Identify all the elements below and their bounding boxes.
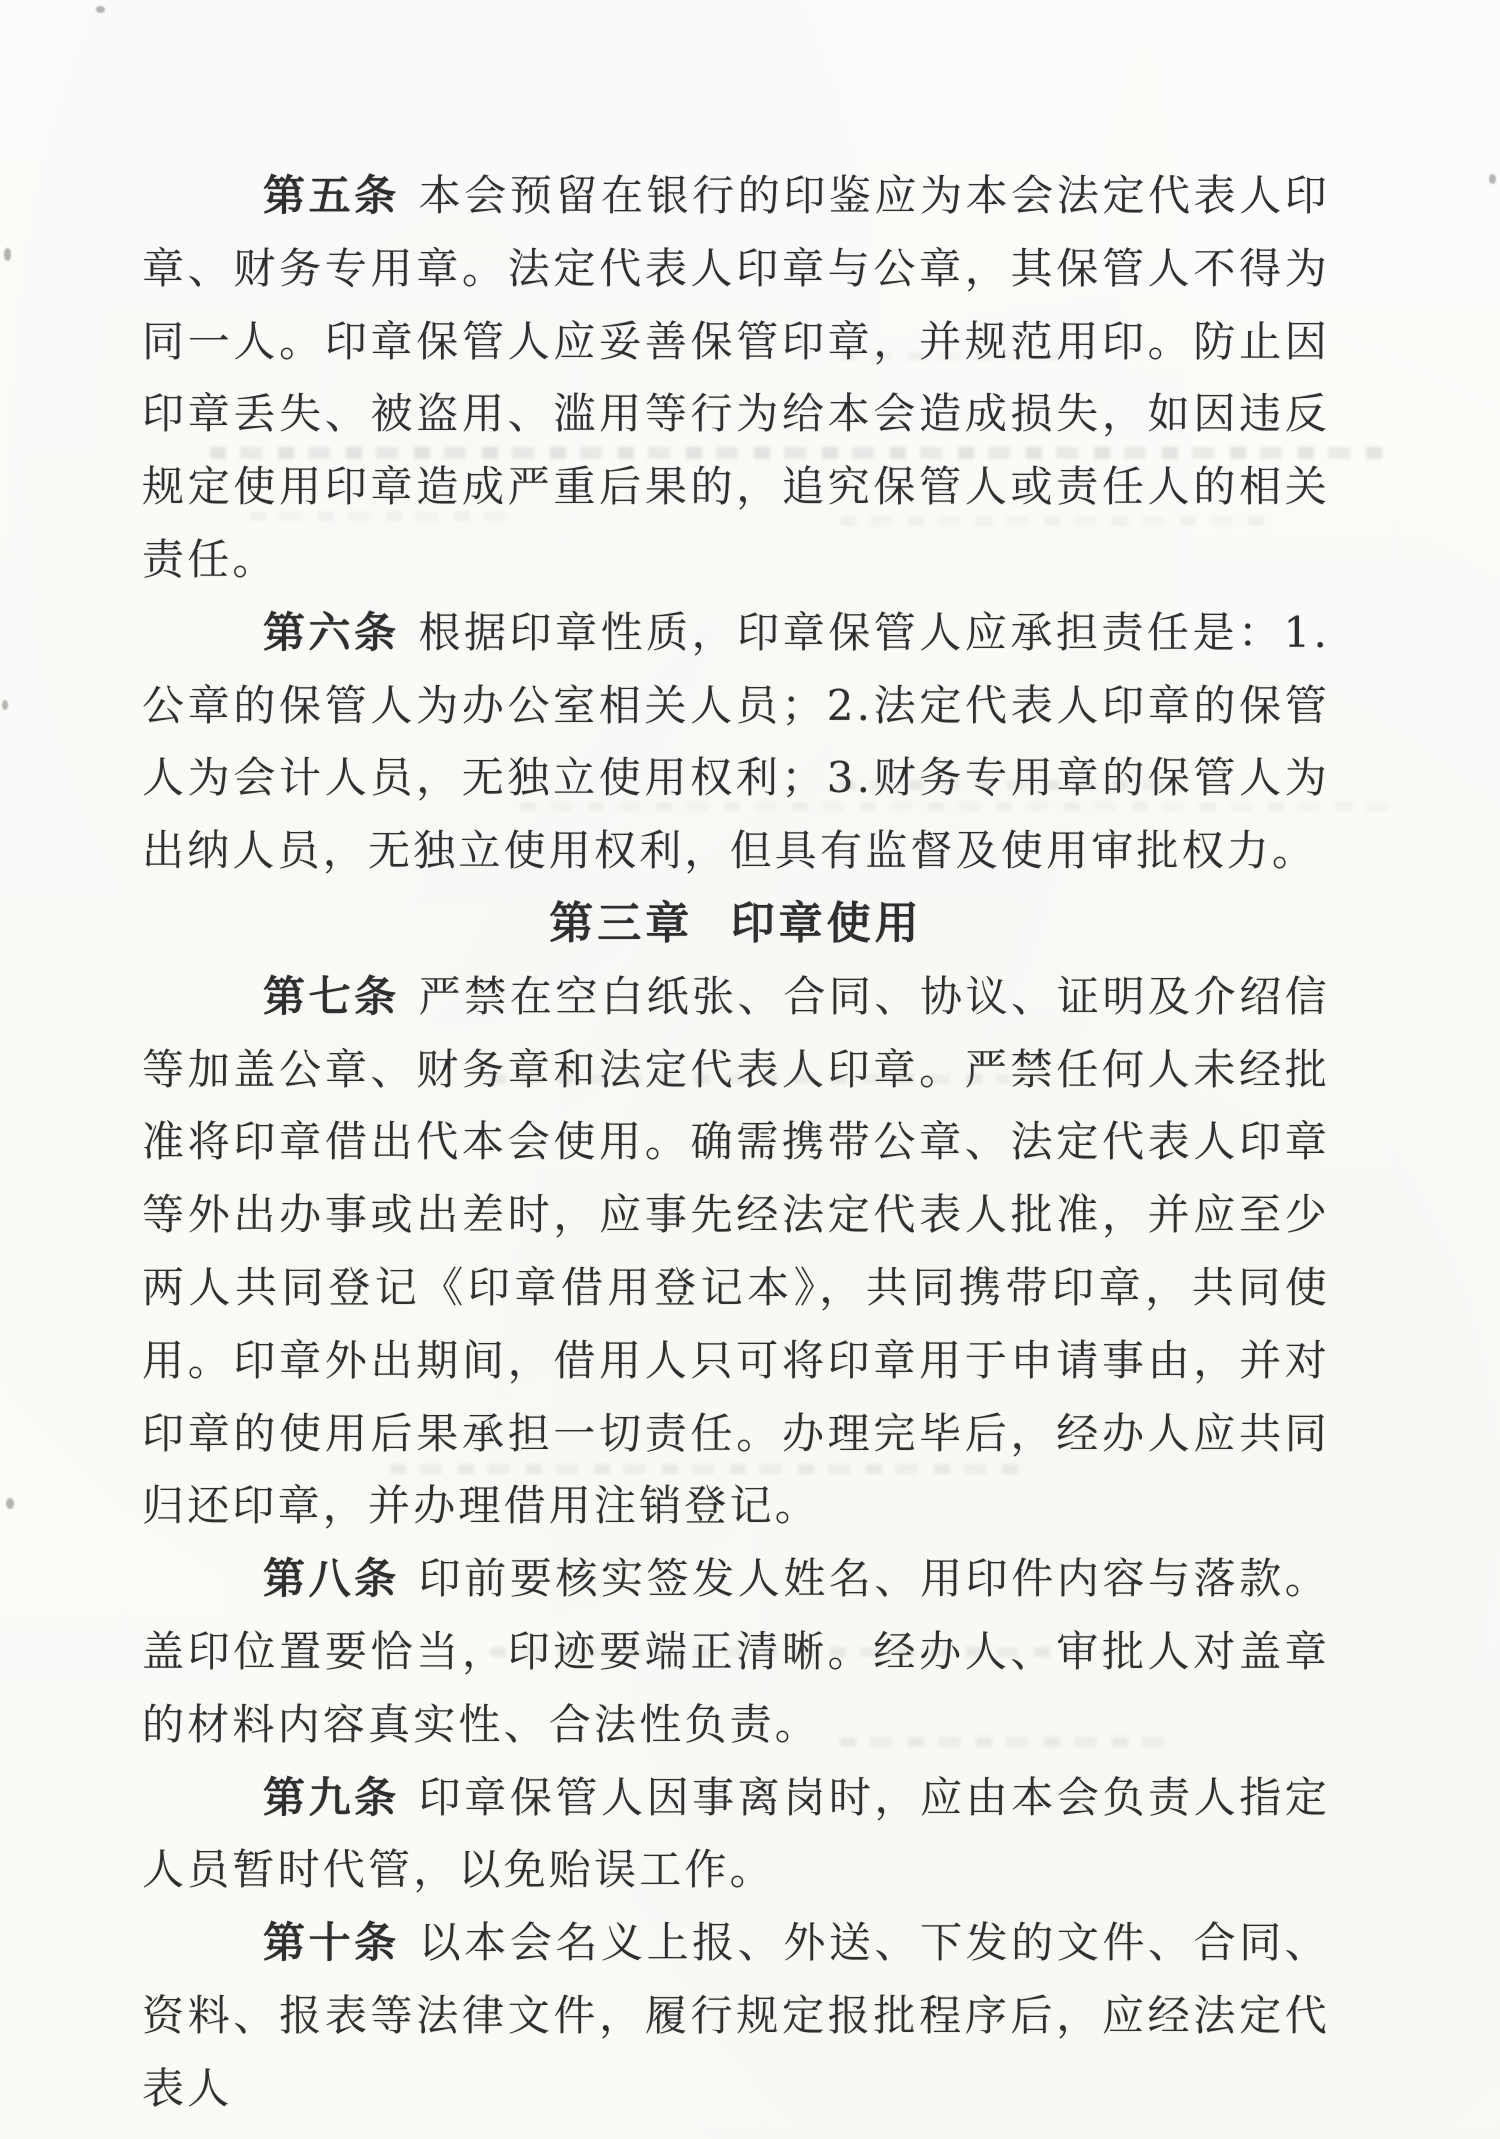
chapter-3-heading — [142, 888, 1330, 961]
chapter-number: 第三章 — [549, 897, 694, 949]
article-9-text: 印章保管人因事离岗时，应由本会负责人指定人员暂时代管，以免贻误工作。 — [142, 1772, 1330, 1895]
article-10-paragraph — [142, 1907, 1330, 2125]
bleed-through-artifact — [210, 447, 1390, 459]
article-9-number: 第九条 — [263, 1772, 400, 1822]
chapter-title: 印章使用 — [730, 897, 923, 949]
article-6-number: 第六条 — [263, 607, 400, 657]
scan-speck — [96, 6, 105, 13]
bleed-through-artifact — [490, 1074, 1010, 1084]
article-7-paragraph — [142, 961, 1330, 1543]
article-7-number: 第七条 — [263, 971, 400, 1021]
article-8-number: 第八条 — [263, 1554, 400, 1604]
bleed-through-artifact — [520, 802, 1400, 811]
bleed-through-artifact — [840, 516, 1270, 526]
bleed-through-artifact — [490, 1647, 1110, 1657]
article-5-paragraph — [142, 160, 1330, 597]
scan-speck — [2, 700, 8, 710]
scan-speck — [6, 1498, 14, 1509]
bleed-through-artifact — [840, 352, 1090, 361]
article-5-number: 第五条 — [263, 171, 400, 220]
bleed-through-artifact — [840, 1737, 1170, 1747]
article-9-paragraph — [142, 1762, 1330, 1908]
article-5-text: 本会预留在银行的印鉴应为本会法定代表人印章、财务专用章。法定代表人印章与公章，其保管人不得为同一人。印章保管人应妥善保管印章，并规范用印。防止因印章丢失、被盗用、滥用等行为给本会造成损失，如因违反规定使用印章造成严重后果的，追究保管人或责任人的相关责任。 — [142, 171, 1330, 584]
bleed-through-artifact — [250, 512, 510, 521]
scan-speck — [1489, 174, 1496, 184]
article-6-text: 根据印章性质，印章保管人应承担责任是：1.公章的保管人为办公室相关人员；2.法定代表人印章的保管人为会计人员，无独立使用权利；3.财务专用章的保管人为出纳人员，无独立使用权利，但具有监督及使用审批权力。 — [142, 607, 1330, 876]
bleed-through-artifact — [390, 1464, 1020, 1474]
article-8-text: 印前要核实签发人姓名、用印件内容与落款。盖印位置要恰当，印迹要端正清晰。经办人、审批人对盖章的材料内容真实性、合法性负责。 — [142, 1554, 1330, 1749]
article-7-text: 严禁在空白纸张、合同、协议、证明及介绍信等加盖公章、财务章和法定代表人印章。严禁任何人未经批准将印章借出代本会使用。确需携带公章、法定代表人印章等外出办事或出差时，应事先经法定代表人批准，并应至少两人共同登记《印章借用登记本》，共同携带印章，共同使用。印章外出期间，借用人只可将印章用于申请事由，并对印章的使用后果承担一切责任。办理完毕后，经办人应共同归还印章，并办理借用注销登记。 — [142, 971, 1330, 1531]
article-6-paragraph — [142, 597, 1330, 888]
article-10-number: 第十条 — [263, 1918, 400, 1968]
article-10-text: 以本会名义上报、外送、下发的文件、合同、资料、报表等法律文件，履行规定报批程序后，应经法定代表人 — [142, 1918, 1330, 2113]
bleed-through-artifact — [840, 780, 1170, 790]
scan-speck — [4, 248, 11, 261]
